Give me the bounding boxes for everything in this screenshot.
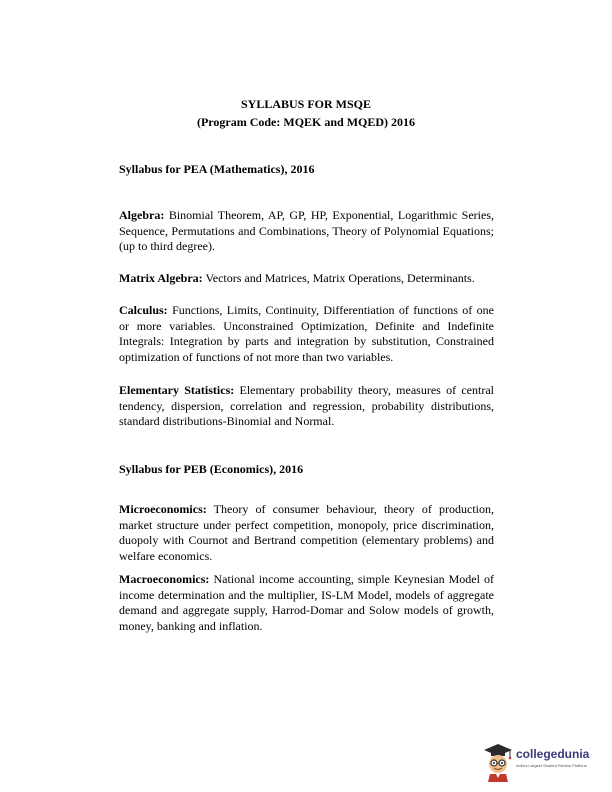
page-subtitle: (Program Code: MQEK and MQED) 2016 bbox=[196, 115, 416, 129]
paragraph-macroeconomics bbox=[119, 572, 494, 634]
calculus-text: Functions, Limits, Continuity, Differentiation of functions of one or more variables. Unconstrained Optimization, Definite and Indefinite Integrals: Integration by parts and integration by substitution, Constrained optimization of functions of not more than two variables. bbox=[119, 303, 494, 364]
paragraph-calculus bbox=[119, 303, 494, 365]
paragraph-elementary-statistics bbox=[119, 383, 494, 430]
section-heading-peb: Syllabus for PEB (Economics), 2016 bbox=[119, 462, 304, 476]
algebra-text: Binomial Theorem, AP, GP, HP, Exponential, Logarithmic Series, Sequence, Permutations and Combinations, Theory of Polynomial Equations; (up to third degree). bbox=[119, 208, 494, 253]
graduate-mascot-icon bbox=[482, 742, 514, 782]
paragraph-algebra bbox=[119, 208, 494, 255]
stats-label: Elementary Statistics: bbox=[119, 383, 235, 397]
paragraph-matrix-algebra bbox=[119, 271, 494, 287]
page-title: SYLLABUS FOR MSQE bbox=[240, 97, 372, 111]
collegedunia-logo bbox=[482, 742, 602, 782]
logo-tagline: India's Largest Student Review Platform bbox=[516, 763, 588, 768]
paragraph-microeconomics bbox=[119, 502, 494, 564]
section-heading-pea: Syllabus for PEA (Mathematics), 2016 bbox=[119, 162, 315, 176]
matrix-text: Vectors and Matrices, Matrix Operations, Determinants. bbox=[202, 271, 475, 285]
micro-text: Theory of consumer behaviour, theory of production, market structure under perfect competition, monopoly, price discrimination, duopoly with Cournot and Bertrand competition (elementary problems) and welfare economics. bbox=[119, 502, 494, 563]
macro-text: National income accounting, simple Keynesian Model of income determination and the multiplier, IS-LM Model, models of aggregate demand and aggregate supply, Harrod-Domar and Solow models of growth, money, banking and inflation. bbox=[119, 572, 494, 633]
algebra-label: Algebra: bbox=[119, 208, 165, 222]
logo-name: collegedunia bbox=[516, 747, 590, 761]
matrix-label: Matrix Algebra: bbox=[119, 271, 203, 285]
micro-label: Microeconomics: bbox=[119, 502, 207, 516]
stats-text: Elementary probability theory, measures of central tendency, dispersion, correlation and regression, probability distributions, standard distributions-Binomial and Normal. bbox=[119, 383, 494, 428]
macro-label: Macroeconomics: bbox=[119, 572, 210, 586]
calculus-label: Calculus: bbox=[119, 303, 168, 317]
